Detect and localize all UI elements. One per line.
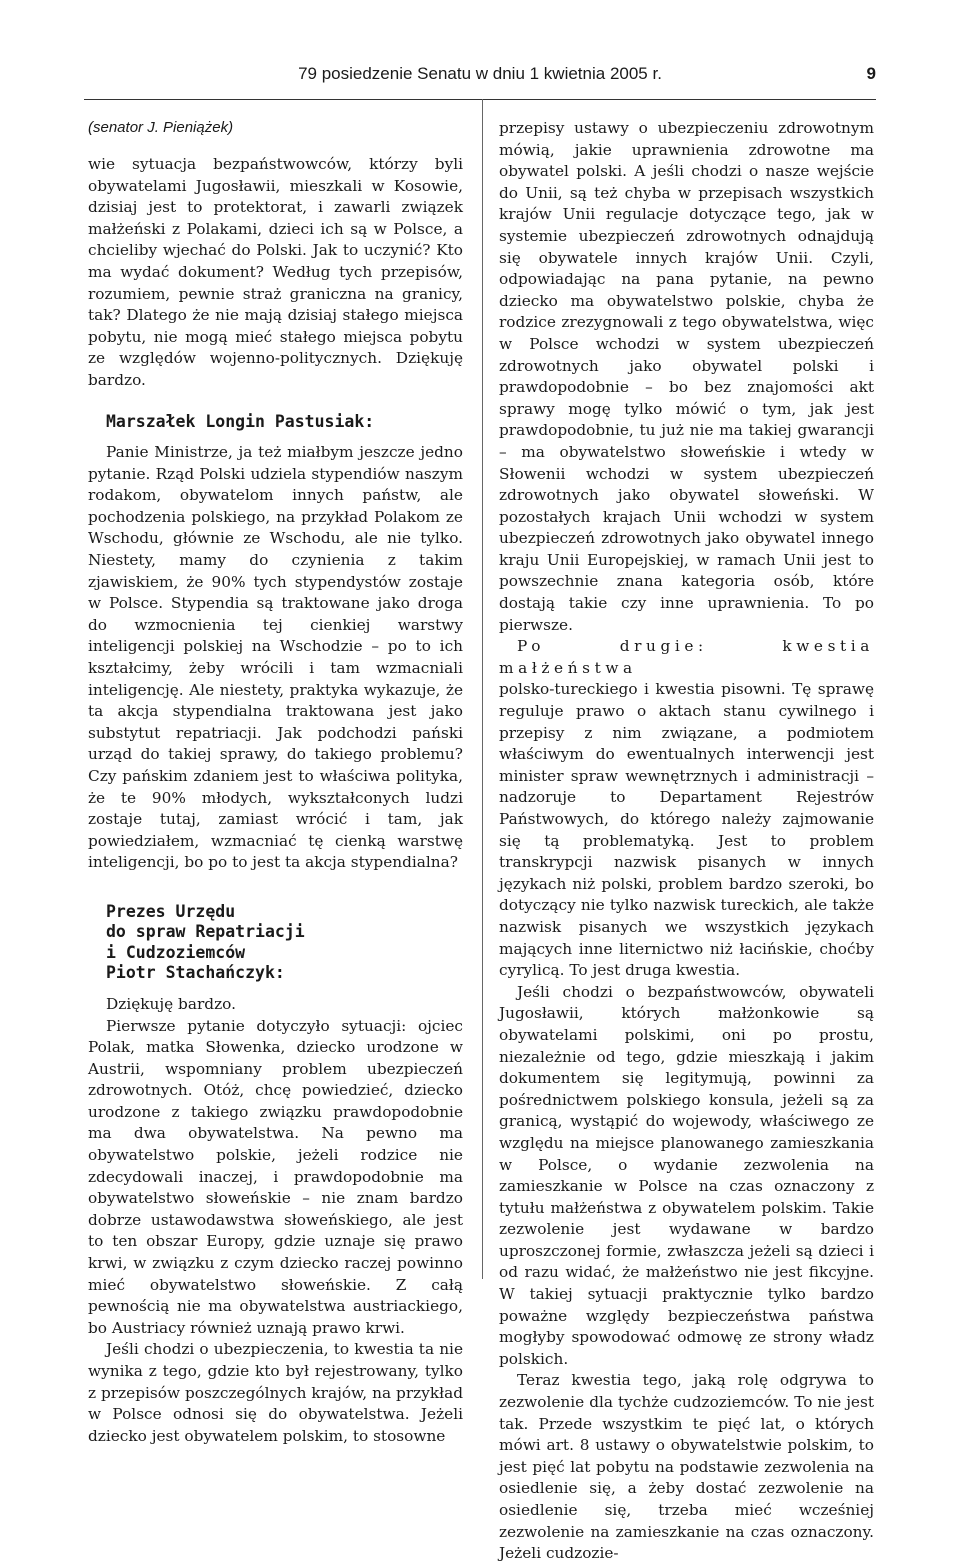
- column-divider: [482, 99, 483, 1279]
- page-header-title: 79 posiedzenie Senatu w dniu 1 kwietnia 2005 r.: [298, 64, 662, 83]
- paragraph: Teraz kwestia tego, jaką rolę odgrywa to zezwolenie dla tychże cudzoziemców. To nie jest tak. Przede wszystkim te pięć lat, o których mówi art. 8 ustawy o obywatelstwie polskim, to jest pięć lat pobytu na podstawie zezwolenia na osiedlenie się, a żeby dostać zezwolenie na osiedlenie się, trzeba mieć wcześniej zezwolenie na zamieszkanie na czas oznaczony. Jeżeli cudzozie-: [499, 1371, 874, 1563]
- speaker-heading: Prezes Urzędu do spraw Repatriacji i Cudzoziemców Piotr Stachańczyk:: [106, 901, 305, 983]
- right-column: [499, 118, 874, 1565]
- paragraph: wie sytuacja bezpaństwowców, którzy byli obywatelami Jugosławii, mieszkali w Kosowie, dzisiaj jest to protektorat, i zawarli związek małżeński z Polakami, dzieci ich są w Polsce, a chcieliby wjechać do Polski. Jak to uczynić? Kto ma wydać dokument? Według tych przepisów, rozumiem, pewnie straż graniczna na granicy, tak? Dlatego że nie mają dzisiaj stałego miejsca pobytu, nie mogą mieć stałego miejsca pobytu ze względów wojenno-politycznych. Dziękuję bardzo.: [88, 155, 463, 389]
- page-header: [84, 64, 876, 92]
- paragraph: Jeśli chodzi o ubezpieczenia, to kwestia ta nie wynika z tego, gdzie kto był rejestrowany, tylko z przepisów poszczególnych krajów, na przykład w Polsce odnosi się do obywatelstwa. Jeżeli dziecko jest obywatelem polskim, to stosowne: [88, 1340, 463, 1445]
- paragraph: polsko-tureckiego i kwestia pisowni. Tę sprawę reguluje prawo o aktach stanu cywilnego i przepisy z nim związane, a podmiotem właściwym do ewentualnych interwencji jest minister spraw wewnętrznych i administracji – nadzoruje to Departament Rejestrów Państwowych, do którego należy zajmowanie się tą problematyką. Jest to problem transkrypcji nazwisk pisanych w innych językach niż polski, problem bardzo szeroki, bo dotyczący nie tylko nazwisk tureckich, ale także nazwisk pisanych we wszystkich językach mających inne liternictwo niż łacińskie, choćby cyrylicą. To jest druga kwestia.: [499, 680, 874, 980]
- spaced-emphasis: Po drugie: kwestia małżeństwa: [499, 637, 874, 677]
- left-column: [88, 118, 463, 1447]
- speaker-marker: (senator J. Pieniążek): [88, 119, 234, 136]
- speaker-heading: Marszałek Longin Pastusiak:: [106, 411, 375, 431]
- paragraph: Panie Ministrze, ja też miałbym jeszcze jedno pytanie. Rząd Polski udziela stypendiów naszym rodakom, obywatelom innych państw, ale pochodzenia polskiego, na przykład Polakom ze Wschodu, głównie ze Wschodu, ale nie tylko. Niestety, mamy do czynienia z takim zjawiskiem, że 90% tych stypendystów zostaje w Polsce. Stypendia są traktowane jako droga do wzmocnienia tej cienkiej warstwy inteligencji polskiej na Wschodzie – po to ich kształcimy, żeby wrócili i tam wzmacniali inteligencję. Ale niestety, praktyka wykazuje, że ta akcja stypendialna traktowana jest jako substytut repatriacji. Jak podchodzi pański urząd do takiej sprawy, do takiego problemu? Czy pańskim zdaniem jest to właściwa polityka, że te 90% młodych, wykształconych ludzi zostaje tutaj, zamiast wrócić i tam, jak powiedziałem, wzmacniać tę cienką warstwę inteligencji, bo po to jest ta akcja stypendialna?: [88, 443, 463, 872]
- header-rule: [84, 99, 876, 100]
- paragraph: Pierwsze pytanie dotyczyło sytuacji: ojciec Polak, matka Słowenka, dziecko urodzone w Austrii, wspomniany problem ubezpieczeń zdrowotnych. Otóż, chcę powiedzieć, dziecko urodzone z takiego związku prawdopodobnie ma dwa obywatelstwa. Na pewno ma obywatelstwo polskie, jeżeli rodzice nie zdecydowali inaczej, i prawdopodobnie ma obywatelstwo słoweńskie – nie znam bardzo dobrze ustawodawstwa słoweńskiego, ale jest to ten obszar Europy, gdzie uznaje się prawo krwi, w związku z czym dziecko raczej powinno mieć obywatelstwo słoweńskie. Z całą pewnością nie ma obywatelstwa austriackiego, bo Austriacy również uznają prawo krwi.: [88, 1016, 463, 1337]
- paragraph: przepisy ustawy o ubezpieczeniu zdrowotnym mówią, jakie uprawnienia zdrowotne ma obywatel polski. A jeśli chodzi o nasze wejście do Unii, są też chyba w przepisach wszystkich krajów Unii regulacje dotyczące tego, jak w systemie ubezpieczeń zdrowotnych odnajdują się obywatele innych krajów Unii. Czyli, odpowiadając na pana pytanie, na pewno dziecko ma obywatelstwo polskie, chyba że rodzice zrezygnowali z tego obywatelstwa, więc w Polsce wchodzi w system ubezpieczeń zdrowotnych jako obywatel polski i prawdopodobnie – bo bez znajomości akt sprawy mogę tylko mówić o tym, jak jest prawdopodobnie, tu już nie ma takiej gwarancji – ma obywatelstwo słoweńskie i wtedy w Słowenii wchodzi w system ubezpieczeń zdrowotnych jako obywatel słoweński. W pozostałych krajach Unii wchodzi w system ubezpieczeń zdrowotnych jako obywatel innego kraju Unii Europejskiej, w ramach Unii jest to powszechnie znana kategoria osób, które dostają takie czy inne uprawnienia. To po pierwsze.: [499, 119, 874, 634]
- paragraph: [499, 636, 874, 679]
- paragraph: Jeśli chodzi o bezpaństwowców, obywateli Jugosławii, których małżonkowie są obywatelami polskimi, oni po prostu, niezależnie od tego, gdzie mieszkają i jakim dokumentem się legitymują, powinni za pośrednictwem polskiego konsula, jeżeli są za granicą, wystąpić do wojewody, właściwego ze względu na miejsce planowanego zamieszkania w Polsce, o wydanie zezwolenia na zamieszkanie w Polsce na czas oznaczony z tytułu małżeństwa z obywatelem polskim. Takie zezwolenie jest wydawane w bardzo uproszczonej formie, zwłaszcza jeżeli są dzieci i od razu widać, że małżeństwo nie jest fikcyjne. W takiej sytuacji praktycznie tylko bardzo poważne względy bezpieczeństwa państwa mogłyby spowodować odmowę ze strony władz polskich.: [499, 982, 874, 1368]
- page-number: 9: [866, 64, 876, 83]
- paragraph: Dziękuję bardzo.: [106, 994, 236, 1013]
